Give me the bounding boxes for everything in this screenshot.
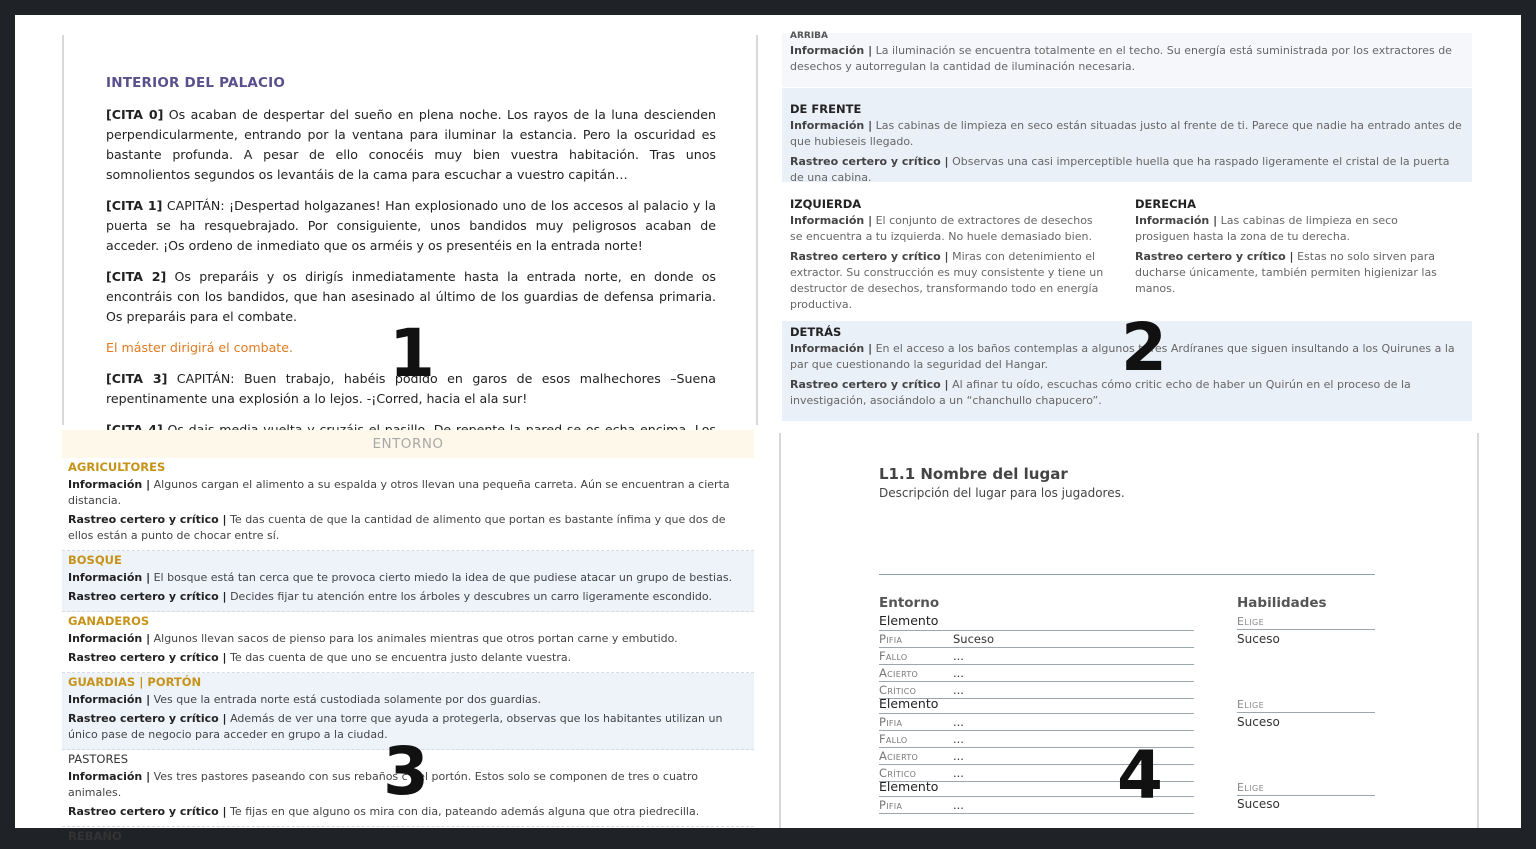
info-label: Información | xyxy=(790,119,873,132)
derecha-track-text: Estas no solo sirven para ducharse únicamente, también permiten higienizar las manos. xyxy=(1135,250,1437,295)
derecha-heading: DERECHA xyxy=(1135,197,1197,211)
cita-3-text: CAPITÁN: Buen trabajo, habéis podido en garos de esos malhechores –Suena repentinamente una explosión a lo lejos. -¡Corred, hacia el ala sur! xyxy=(106,371,716,406)
panel-number-2: 2 xyxy=(1121,309,1167,386)
row-value: ... xyxy=(953,732,964,746)
izquierda-track xyxy=(790,249,1104,313)
elige-field[interactable]: Elige xyxy=(1237,615,1375,630)
row-pifia[interactable] xyxy=(879,631,1194,648)
info-label: Información | xyxy=(790,342,873,355)
block-info xyxy=(68,631,748,647)
izquierda-track-text: Miras con detenimiento el extractor. Su construcción es muy consistente y tiene un destructor de desechos, transformando todo en energía productiva. xyxy=(790,250,1104,311)
izquierda-column xyxy=(782,197,1112,313)
divider-line xyxy=(879,574,1375,575)
info-label: Información | xyxy=(68,632,151,645)
block-heading: BOSQUE xyxy=(68,553,122,567)
block-track-text: Te das cuenta de que la cantidad de alimento que portan es bastante ínfima y que dos de ellos están a punto de chocar entre sí. xyxy=(68,513,726,542)
izquierda-info-text: El conjunto de extractores de desechos se encuentra a tu izquierda. No huele demasiado bien. xyxy=(790,214,1093,243)
info-label: Información | xyxy=(790,214,873,227)
row-key: Elemento xyxy=(879,696,939,711)
row-value: ... xyxy=(953,749,964,763)
sides-section xyxy=(782,193,1472,323)
block-heading: AGRICULTORES xyxy=(68,460,166,474)
track-label: Rastreo certero y crítico | xyxy=(790,250,949,263)
cita-0-tag: [CITA 0] xyxy=(106,107,164,122)
master-note: El máster dirigirá el combate. xyxy=(106,340,293,355)
frente-section xyxy=(782,88,1472,182)
izquierda-heading: IZQUIERDA xyxy=(790,197,862,211)
row-value: Suceso xyxy=(953,632,995,646)
elige-field[interactable]: Elige xyxy=(1237,781,1375,796)
panel-number-3: 3 xyxy=(383,733,429,810)
block-agricultores xyxy=(62,458,754,551)
info-label: Información | xyxy=(68,693,151,706)
arriba-info-text: La iluminación se encuentra totalmente en el techo. Su energía está suministrada por los extractores de desechos y autorregulan la cantidad de iluminación necesaria. xyxy=(790,44,1452,73)
track-label: Rastreo certero y crítico | xyxy=(1135,250,1294,263)
detras-info-text: En el acceso a los baños contemplas a algunos tr res Ardíranes que siguen insultando a los Quirunes a la par que cuestionando la seguridad del Hangar. xyxy=(790,342,1455,371)
block-info-text: Algunos llevan sacos de pienso para los animales mientras que otros portan carne y embutido. xyxy=(153,632,678,645)
row-key: Pifia xyxy=(879,798,903,812)
row-key: Elemento xyxy=(879,779,939,794)
detras-heading: DETRÁS xyxy=(790,325,842,339)
track-label: Rastreo certero y crítico | xyxy=(790,378,949,391)
frente-heading: DE FRENTE xyxy=(790,102,862,116)
frente-track-text: Observas una casi imperceptible huella que ha raspado ligeramente el cristal de la puerta de una cabina. xyxy=(790,155,1450,184)
info-label: Información | xyxy=(68,571,151,584)
row-value: ... xyxy=(953,798,964,812)
info-label: Información | xyxy=(1135,214,1218,227)
panel-1-content xyxy=(106,75,716,471)
block-info-text: Ves tres pastores paseando con sus rebaños c del portón. Estos solo se componen de tres o cuatro animales. xyxy=(68,770,698,799)
row-value: ... xyxy=(953,766,964,780)
row-key: Fallo xyxy=(879,649,908,663)
block-track-text: Te fijas en que alguno os mira con dia, pateando además alguna que otra piedrecilla. xyxy=(230,805,700,818)
cita-3-tag: [CITA 3] xyxy=(106,371,168,386)
environment-header: ENTORNO xyxy=(62,430,754,458)
info-label: Información | xyxy=(68,478,151,491)
block-heading: GANADEROS xyxy=(68,614,150,628)
derecha-column xyxy=(1127,197,1457,297)
block-ganaderos xyxy=(62,612,754,673)
cita-0-text: Os acaban de despertar del sueño en plena noche. Los rayos de la luna descienden perpendicularmente, entrando por la ventana para iluminar la estancia. Pero la oscuridad es bastante profunda. A pesar de ello conocéis muy bien vuestra habitación. Tras unos somnolientos segundos os levantáis de la cama para escuchar a vuestro capitán… xyxy=(106,107,716,182)
info-label: Información | xyxy=(790,44,873,57)
cita-1-paragraph xyxy=(106,196,716,256)
block-bosque xyxy=(62,551,754,612)
suceso-value: Suceso xyxy=(1237,797,1280,811)
block-heading: GUARDIAS | PORTÓN xyxy=(68,675,202,689)
detras-track-text: Al afinar tu oído, escuchas cómo critic echo de haber un Quirún en el proceso de la investigación, asociándolo a un “chanchullo chapucero”. xyxy=(790,378,1411,407)
row-key: Crítico xyxy=(879,683,917,697)
frente-track xyxy=(790,154,1464,186)
block-heading: REBAÑO xyxy=(68,829,122,843)
row-value: ... xyxy=(953,715,964,729)
cita-1-tag: [CITA 1] xyxy=(106,198,163,213)
arriba-heading: ARRIBA xyxy=(790,31,828,41)
izquierda-info xyxy=(790,213,1104,245)
panel-number-4: 4 xyxy=(1117,737,1163,814)
suceso-value: Suceso xyxy=(1237,632,1280,646)
block-track-text: Además de ver una torre que ayuda a protegerla, observas que los habitantes utilizan un único pase de negocio para acceder en grupo a la ciudad. xyxy=(68,712,723,741)
block-info xyxy=(68,692,748,708)
panel-number-1: 1 xyxy=(389,315,435,392)
collage-canvas xyxy=(15,15,1521,843)
section-heading: INTERIOR DEL PALACIO xyxy=(106,75,286,91)
block-info-text: Ves que la entrada norte está custodiada solamente por dos guardias. xyxy=(153,693,541,706)
block-info xyxy=(68,570,748,586)
track-label: Rastreo certero y crítico | xyxy=(68,513,227,526)
row-key: Pifia xyxy=(879,632,903,646)
cita-2-tag: [CITA 2] xyxy=(106,269,167,284)
block-track xyxy=(68,512,748,544)
row-key: Acierto xyxy=(879,749,919,763)
place-title: L1.1 Nombre del lugar xyxy=(879,465,1068,483)
block-info xyxy=(68,477,748,509)
row-key: Acierto xyxy=(879,666,919,680)
row-key: Elemento xyxy=(879,613,939,628)
track-label: Rastreo certero y crítico | xyxy=(68,651,227,664)
row-elemento[interactable] xyxy=(879,614,1194,631)
block-heading: PASTORES xyxy=(68,752,128,766)
derecha-track xyxy=(1135,249,1449,297)
entorno-heading: Entorno xyxy=(879,595,940,611)
derecha-info xyxy=(1135,213,1449,245)
derecha-info-text: Las cabinas de limpieza en seco prosiguen hasta la zona de tu derecha. xyxy=(1135,214,1398,243)
cita-1-text: CAPITÁN: ¡Despertad holgazanes! Han explosionado uno de los accesos al palacio y la puerta se ha resquebrajado. Por consiguiente, unos bandidos muy peligrosos acaban de acceder. ¡Os ordeno de inmediato que os arméis y os presentéis en la entrada norte! xyxy=(106,198,716,253)
block-track xyxy=(68,650,748,666)
track-label: Rastreo certero y crítico | xyxy=(790,155,949,168)
block-track xyxy=(68,589,748,605)
row-key: Pifia xyxy=(879,715,903,729)
elige-field[interactable]: Elige xyxy=(1237,698,1375,713)
suceso-value: Suceso xyxy=(1237,715,1280,729)
arriba-section xyxy=(782,33,1472,87)
track-label: Rastreo certero y crítico | xyxy=(68,590,227,603)
row-acierto[interactable] xyxy=(879,665,1194,682)
row-value: ... xyxy=(953,666,964,680)
block-track-text: Te das cuenta de que uno se encuentra justo delante vuestra. xyxy=(230,651,572,664)
block-track-text: Decides fijar tu atención entre los árboles y descubres un carro ligeramente escondido. xyxy=(230,590,712,603)
row-value: ... xyxy=(953,649,964,663)
row-key: Crítico xyxy=(879,766,917,780)
row-pifia[interactable] xyxy=(879,714,1194,731)
row-fallo[interactable] xyxy=(879,648,1194,665)
frente-info-text: Las cabinas de limpieza en seco están situadas justo al frente de ti. Parece que nadie ha entrado antes de que hubieseis llegado. xyxy=(790,119,1462,148)
cita-2-text: Os preparáis y os dirigís inmediatamente hasta la entrada norte, en donde os encontráis con los bandidos, que han asesinado al último de los guardias de defensa primaria. Os preparáis para el combate. xyxy=(106,269,716,324)
track-label: Rastreo certero y crítico | xyxy=(68,805,227,818)
info-label: Información | xyxy=(68,770,151,783)
block-info-text: Algunos cargan el alimento a su espalda y otros llevan una pequeña carreta. Aún se encuentran a cierta distancia. xyxy=(68,478,730,507)
habilidades-heading: Habilidades xyxy=(1237,595,1327,611)
arriba-info xyxy=(790,43,1464,75)
block-info-text: El bosque está tan cerca que te provoca cierto miedo la idea de que pudiese atacar un grupo de bestias. xyxy=(153,571,733,584)
frente-info xyxy=(790,118,1464,150)
block-rebano xyxy=(62,827,754,849)
row-key: Fallo xyxy=(879,732,908,746)
cita-0-paragraph xyxy=(106,105,716,185)
row-value: ... xyxy=(953,683,964,697)
track-label: Rastreo certero y crítico | xyxy=(68,712,227,725)
row-elemento[interactable] xyxy=(879,697,1194,714)
place-description: Descripción del lugar para los jugadores. xyxy=(879,486,1125,500)
